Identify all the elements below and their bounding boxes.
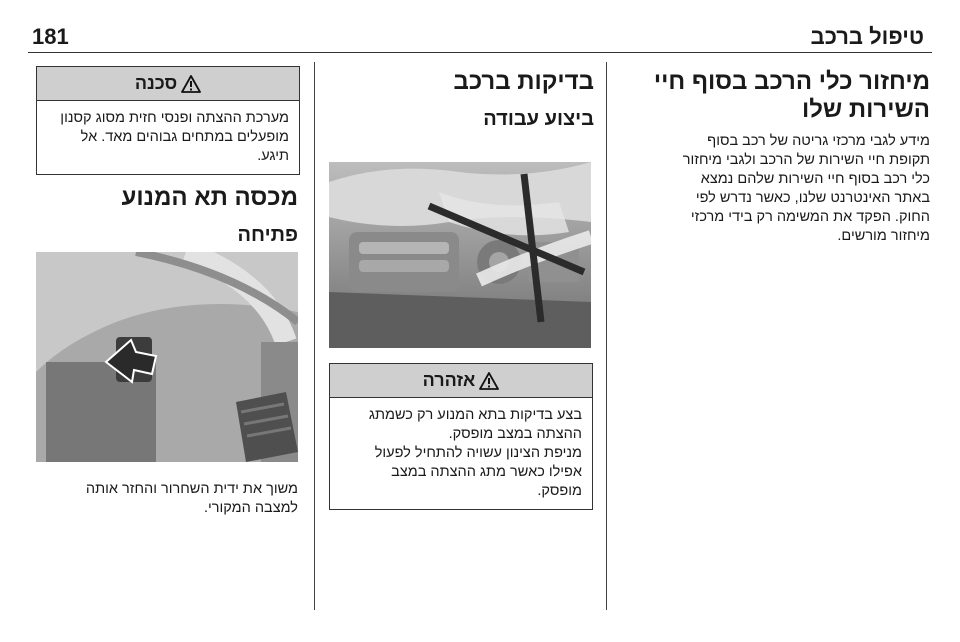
- page-number: 181: [32, 24, 69, 49]
- vehicle-checks-section: [326, 68, 594, 132]
- danger-line: מערכת ההצתה ופנסי חזית מסוג קסנון: [60, 110, 289, 126]
- performing-work-subtitle: ביצוע עבודה: [483, 108, 594, 130]
- column-divider-left: [314, 62, 315, 610]
- hood-title: מכסה תא המנוע: [121, 184, 298, 211]
- paragraph-line: כלי רכב בסוף חיי השירות שלהם נמצא: [700, 171, 930, 187]
- paragraph-line: החוק. הפקד את המשימה רק בידי מרכזי: [690, 209, 930, 225]
- recycling-section: [612, 68, 930, 246]
- warning-line: בצע בדיקות בתא המנוע רק כשמתג: [368, 407, 582, 423]
- hood-section: [36, 184, 298, 248]
- danger-line: מופעלים במתחים גבוהים מאד. אל: [80, 129, 289, 145]
- warning-heading: אזהרה: [422, 370, 476, 390]
- caption-line: למצבה המקורי.: [203, 500, 298, 516]
- caption-line: משוך את ידית השחרור והחזר אותה: [85, 481, 298, 497]
- engine-bay-photo: [329, 162, 591, 348]
- warning-line: מופסק.: [537, 483, 582, 499]
- warning-triangle-icon: [181, 75, 201, 93]
- hood-release-illustration: [36, 252, 298, 462]
- paragraph-line: מידע לגבי מרכזי גריטה של רכב בסוף: [707, 133, 930, 149]
- recycling-title: מיחזור כלי הרכב בסוף חיי השירות שלו: [653, 68, 930, 123]
- danger-heading: סכנה: [134, 73, 178, 93]
- engine-bay-illustration: [329, 162, 591, 348]
- warning-text: [330, 398, 592, 509]
- warning-triangle-icon: [479, 372, 499, 390]
- paragraph-line: באתר האינטרנט שלנו, כאשר נדרש לפי: [695, 190, 930, 206]
- opening-subtitle: פתיחה: [237, 224, 298, 246]
- danger-box-header: [37, 67, 299, 101]
- hood-caption: [36, 480, 298, 518]
- recycling-paragraph: [612, 132, 930, 246]
- page-header: [28, 24, 932, 53]
- paragraph-line: תקופת חיי השירות של הרכב ולגבי מיחזור: [682, 152, 930, 168]
- danger-text: [37, 101, 299, 174]
- danger-box: [36, 66, 300, 175]
- hood-release-photo: [36, 252, 298, 462]
- warning-line: אפילו כאשר מתג ההצתה במצב: [391, 464, 582, 480]
- running-title: טיפול ברכב: [810, 24, 924, 49]
- danger-line: תיגע.: [257, 148, 289, 164]
- vehicle-checks-title: בדיקות ברכב: [453, 68, 594, 95]
- column-divider-right: [606, 62, 607, 610]
- paragraph-line: מיחזור מורשים.: [837, 228, 930, 244]
- warning-line: ההצתה במצב מופסק.: [448, 426, 582, 442]
- warning-line: מניפת הצינון עשויה להתחיל לפעול: [374, 445, 582, 461]
- warning-box: [329, 363, 593, 510]
- warning-box-header: [330, 364, 592, 398]
